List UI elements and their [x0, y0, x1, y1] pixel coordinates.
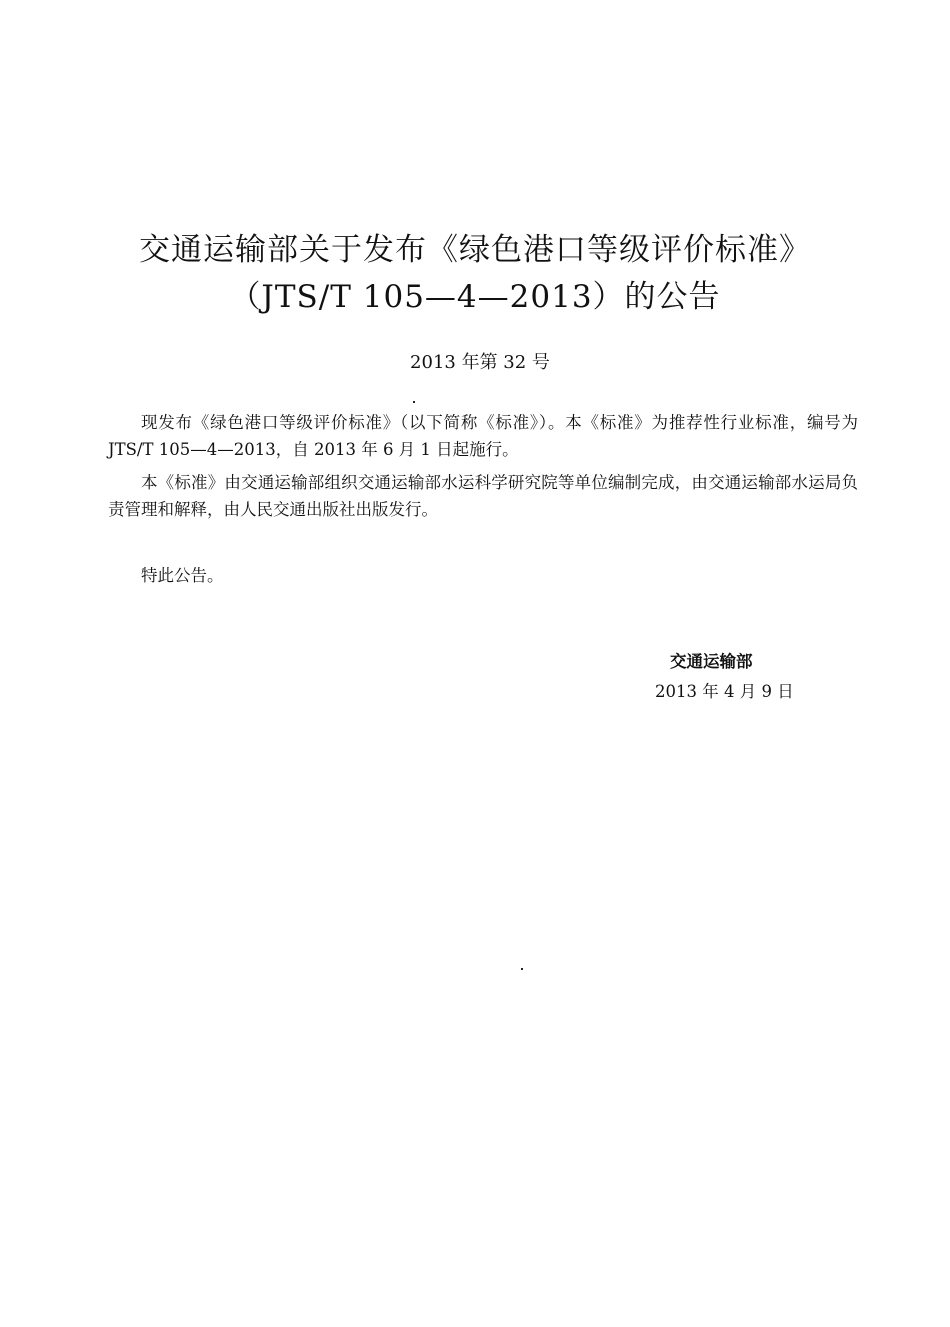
scan-speck: [413, 401, 415, 403]
title-line-2: （JTS/T 105—4—2013）的公告: [229, 279, 721, 315]
closing-remark: 特此公告。: [141, 566, 224, 585]
title-line-1: 交通运输部关于发布《绿色港口等级评价标准》: [139, 232, 811, 268]
announcement-number: 2013 年第 32 号: [410, 352, 550, 373]
scan-speck: [521, 968, 523, 970]
issuer-signature: 交通运输部: [670, 652, 753, 671]
issue-date: 2013 年 4 月 9 日: [655, 682, 794, 701]
body-paragraph-2: 本《标准》由交通运输部组织交通运输部水运科学研究院等单位编制完成，由交通运输部水运局负责管理和解释，由人民交通出版社出版发行。: [108, 473, 858, 519]
body-paragraph-1: 现发布《绿色港口等级评价标准》（以下简称《标准》）。本《标准》为推荐性行业标准，编号为 JTS/T 105—4—2013，自 2013 年 6 月 1 日起施行。: [108, 413, 858, 459]
